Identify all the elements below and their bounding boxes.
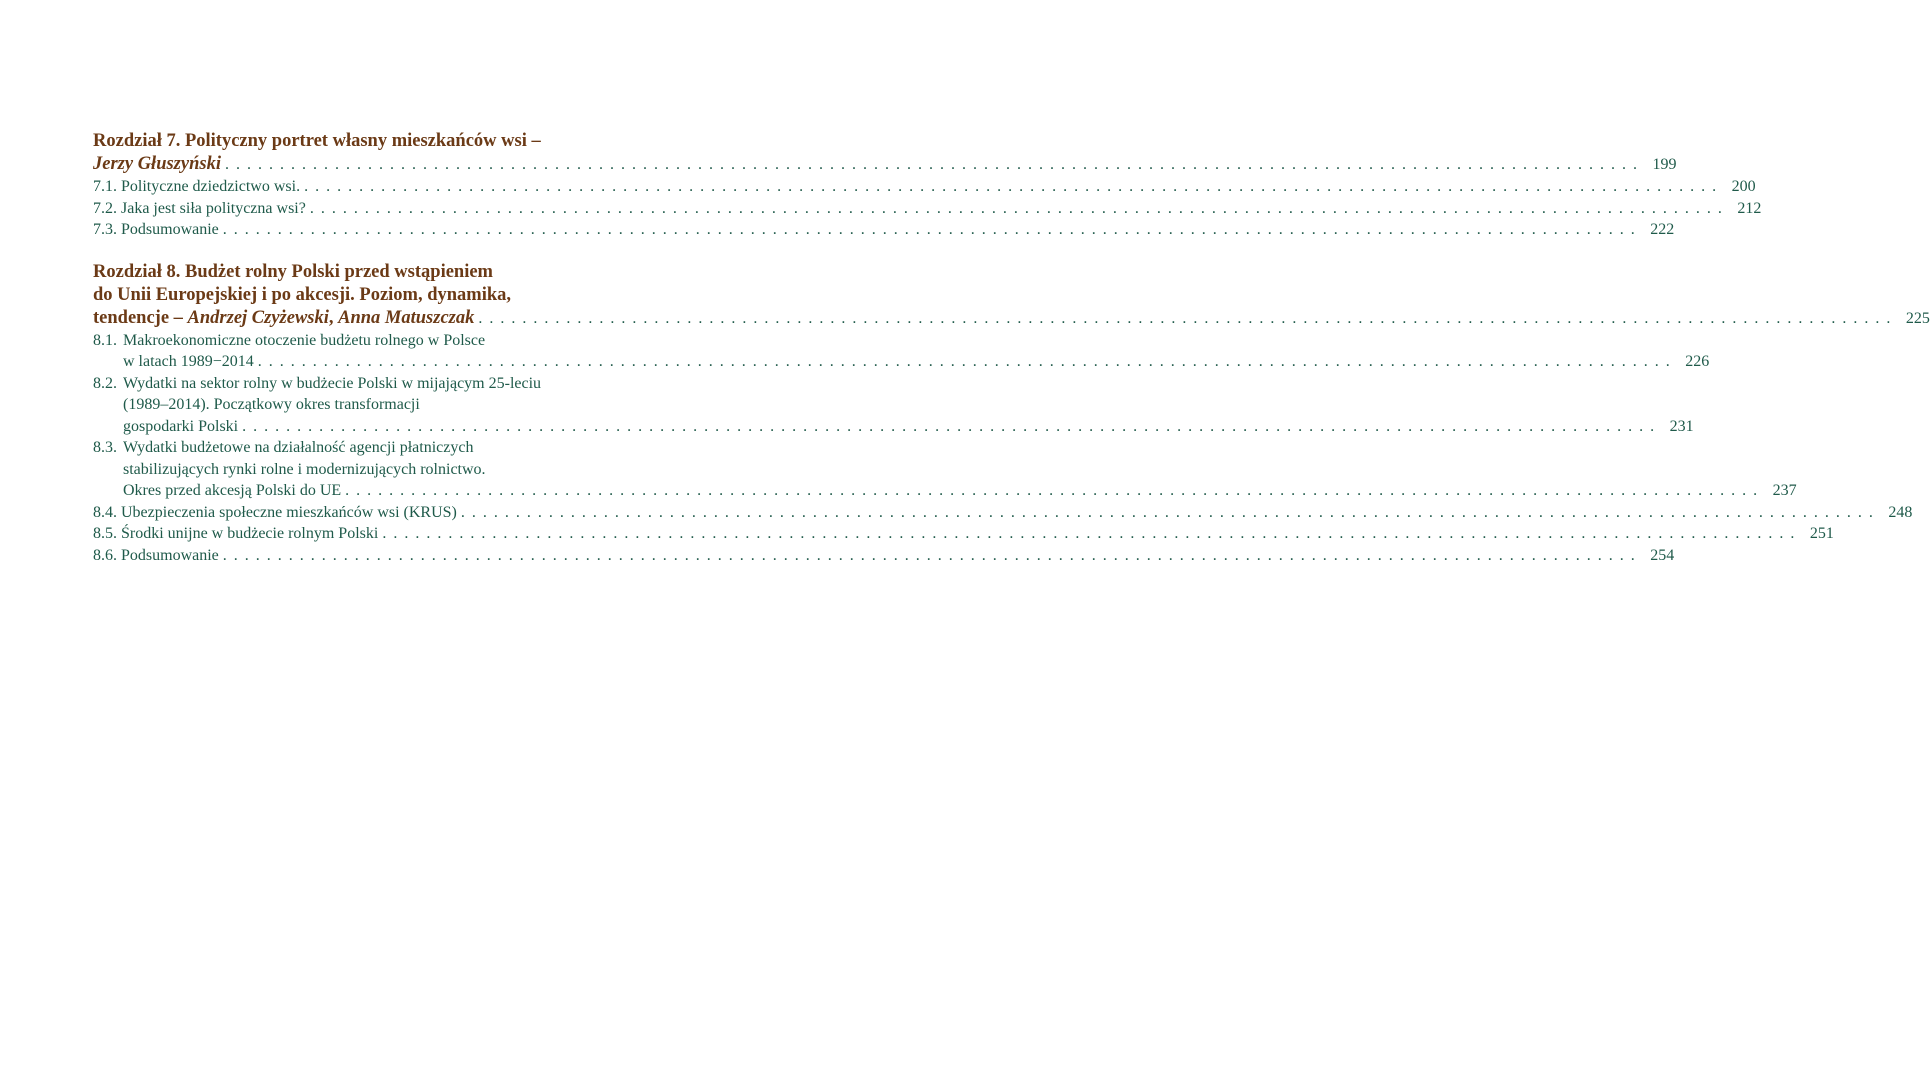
- dot-leader: [461, 502, 1875, 524]
- section-title-line: gospodarki Polski: [123, 417, 239, 435]
- section-number: 8.6.: [93, 546, 117, 564]
- dot-leader: [225, 153, 1639, 176]
- section-title: Jaka jest siła polityczna wsi?: [121, 199, 306, 217]
- dot-leader: [223, 219, 1637, 241]
- section-title: Polityczne dziedzictwo wsi.: [121, 178, 301, 195]
- dot-leader: [382, 523, 1796, 545]
- section-number: 7.1.: [93, 178, 117, 195]
- section-title-line: stabilizujących rynki rolne i modernizujących rolnictwo.: [123, 460, 486, 478]
- section-title-line: Makroekonomiczne otoczenie budżetu rolnego w Polsce: [123, 331, 486, 349]
- section-title: Podsumowanie: [121, 221, 219, 238]
- section-title-line: Wydatki budżetowe na działalność agencji płatniczych: [123, 439, 474, 456]
- dot-leader: [258, 351, 1672, 373]
- chapter-8-author-1: Andrzej Czyżewski: [187, 307, 329, 328]
- section-number: 8.1.: [93, 331, 117, 349]
- section-number: 8.2.: [93, 374, 117, 392]
- dot-leader: [304, 176, 1718, 198]
- section-number: 7.2.: [93, 199, 117, 217]
- table-of-contents: [93, 130, 1930, 566]
- chapter-7-author: Jerzy Głuszyński: [93, 154, 221, 174]
- section-page: 200: [1731, 178, 1756, 195]
- section-7-1: [93, 176, 1756, 198]
- chapter-8-title-line-1: Rozdział 8. Budżet rolny Polski przed wstąpieniem: [93, 261, 493, 282]
- section-8-2: [93, 373, 1694, 438]
- chapter-7-heading: [93, 130, 1677, 176]
- section-title-line: Okres przed akcesją Polski do UE: [123, 482, 342, 499]
- section-8-1: [93, 330, 1710, 373]
- section-page: 237: [1772, 482, 1797, 499]
- section-7-3: [93, 219, 1675, 241]
- dot-leader: [242, 416, 1656, 438]
- dot-leader: [345, 480, 1759, 502]
- chapter-8-heading: [93, 261, 1930, 330]
- section-title-line: (1989–2014). Początkowy okres transformacji: [123, 396, 420, 413]
- section-8-3: [93, 437, 1797, 502]
- section-title: Podsumowanie: [121, 546, 219, 564]
- section-title: Ubezpieczenia społeczne mieszkańców wsi (KRUS): [121, 503, 457, 521]
- author-separator: ,: [328, 307, 339, 328]
- chapter-7-page: 199: [1652, 156, 1677, 173]
- chapter-8-title-line-2: do Unii Europejskiej i po akcesji. Poziom, dynamika,: [93, 284, 512, 305]
- section-page: 222: [1650, 221, 1675, 238]
- chapter-8-title-line-3: tendencje –: [93, 307, 188, 328]
- section-8-6: [93, 545, 1675, 567]
- dot-leader: [478, 307, 1892, 330]
- chapter-8-author-2: Anna Matuszczak: [338, 307, 475, 328]
- section-8-5: [93, 523, 1834, 545]
- section-number: 8.3.: [93, 439, 117, 456]
- chapter-7-title-line-1: Rozdział 7. Polityczny portret własny mieszkańców wsi –: [93, 131, 541, 151]
- section-page: 226: [1685, 353, 1710, 370]
- section-page: 254: [1650, 546, 1675, 564]
- section-page: 212: [1737, 199, 1762, 217]
- section-page: 248: [1888, 503, 1913, 521]
- section-7-2: [93, 198, 1762, 220]
- section-8-4: [93, 502, 1913, 524]
- dot-leader: [223, 545, 1637, 567]
- section-page: 231: [1669, 417, 1694, 435]
- section-page: 251: [1809, 525, 1834, 542]
- section-number: 8.5.: [93, 525, 117, 542]
- chapter-8-author-line: [93, 307, 1930, 330]
- chapter-8-page: 225: [1905, 309, 1930, 327]
- section-title-line: Wydatki na sektor rolny w budżecie Polski w mijającym 25-leciu: [123, 374, 542, 392]
- section-title: Środki unijne w budżecie rolnym Polski: [121, 525, 379, 542]
- chapter-7-author-line: [93, 153, 1677, 176]
- section-number: 7.3.: [93, 221, 117, 238]
- dot-leader: [310, 198, 1724, 220]
- section-number: 8.4.: [93, 503, 117, 521]
- section-title-line: w latach 1989−2014: [123, 353, 254, 370]
